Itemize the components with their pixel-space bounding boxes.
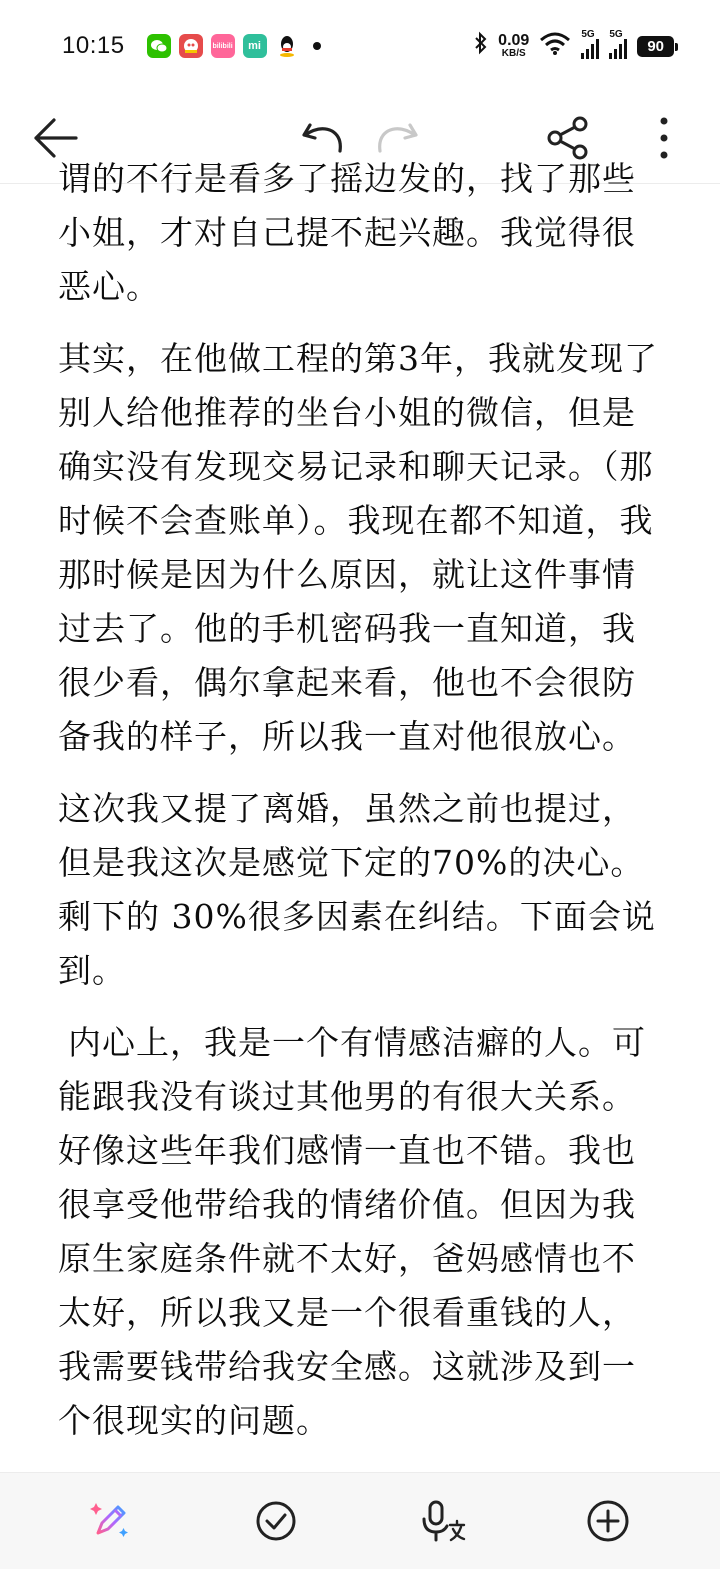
game-icon — [179, 34, 203, 58]
note-body[interactable] — [0, 159, 720, 1472]
status-time: 10:15 — [62, 32, 125, 59]
checklist-button[interactable] — [250, 1495, 302, 1547]
undo-icon — [300, 121, 344, 155]
ai-pen-icon — [88, 1499, 132, 1543]
note-paragraph[interactable]: 谓的不行是看多了摇边发的，找了那些小姐，才对自己提不起兴趣。我觉得很恶心。 — [58, 159, 636, 306]
redo-icon — [376, 121, 420, 155]
mi-icon: mi — [243, 34, 267, 58]
bottom-toolbar — [0, 1472, 720, 1569]
notification-icons — [147, 34, 321, 58]
qq-icon — [275, 34, 299, 58]
note-paragraph[interactable]: 其实，在他做工程的第3年，我就发现了别人给他推荐的坐台小姐的微信，但是确实没有发现交易记录和聊天记录。（那时候不会查账单）。我现在都不知道，我那时候是因为什么原因，就让这件事情过去了。他的手机密码我一直知道，我很少看，偶尔拿起来看，他也不会很防备我的样子，所以我一直对他很放心。 — [58, 339, 658, 756]
signal-strength-sim1: 5G — [581, 33, 599, 59]
status-bar — [0, 0, 720, 92]
note-paragraph[interactable]: 这次我又提了离婚，虽然之前也提过，但是我这次是感觉下定的70%的决心。剩下的 30%很多因素在纠结。下面会说到。 — [58, 789, 656, 990]
wifi-icon — [539, 32, 571, 61]
note-paragraph[interactable]: 内心上，我是一个有情感洁癖的人。可能跟我没有谈过其他男的有很大关系。好像这些年我们感情一直也不错。我也很享受他带给我的情绪价值。但因为我原生家庭条件就不太好，爸妈感情也不太好，所以我又是一个很看重钱的人，我需要钱带给我安全感。这就涉及到一个很现实的问题。 — [58, 1023, 646, 1440]
ai-assist-button[interactable] — [84, 1495, 136, 1547]
add-icon — [586, 1499, 630, 1543]
network-speed: 0.09 KB/S — [498, 32, 530, 59]
signal-strength-sim2: 5G — [609, 33, 627, 59]
wechat-icon — [147, 34, 171, 58]
more-notifications-dot — [313, 42, 321, 50]
bluetooth-icon — [474, 32, 488, 60]
checklist-icon — [254, 1499, 298, 1543]
system-indicators — [474, 29, 674, 61]
battery-indicator: 90 — [637, 36, 674, 57]
add-button[interactable] — [582, 1495, 634, 1547]
bilibili-icon: bilibili — [211, 34, 235, 58]
voice-to-text-icon — [420, 1499, 468, 1543]
voice-input-button[interactable] — [418, 1495, 470, 1547]
